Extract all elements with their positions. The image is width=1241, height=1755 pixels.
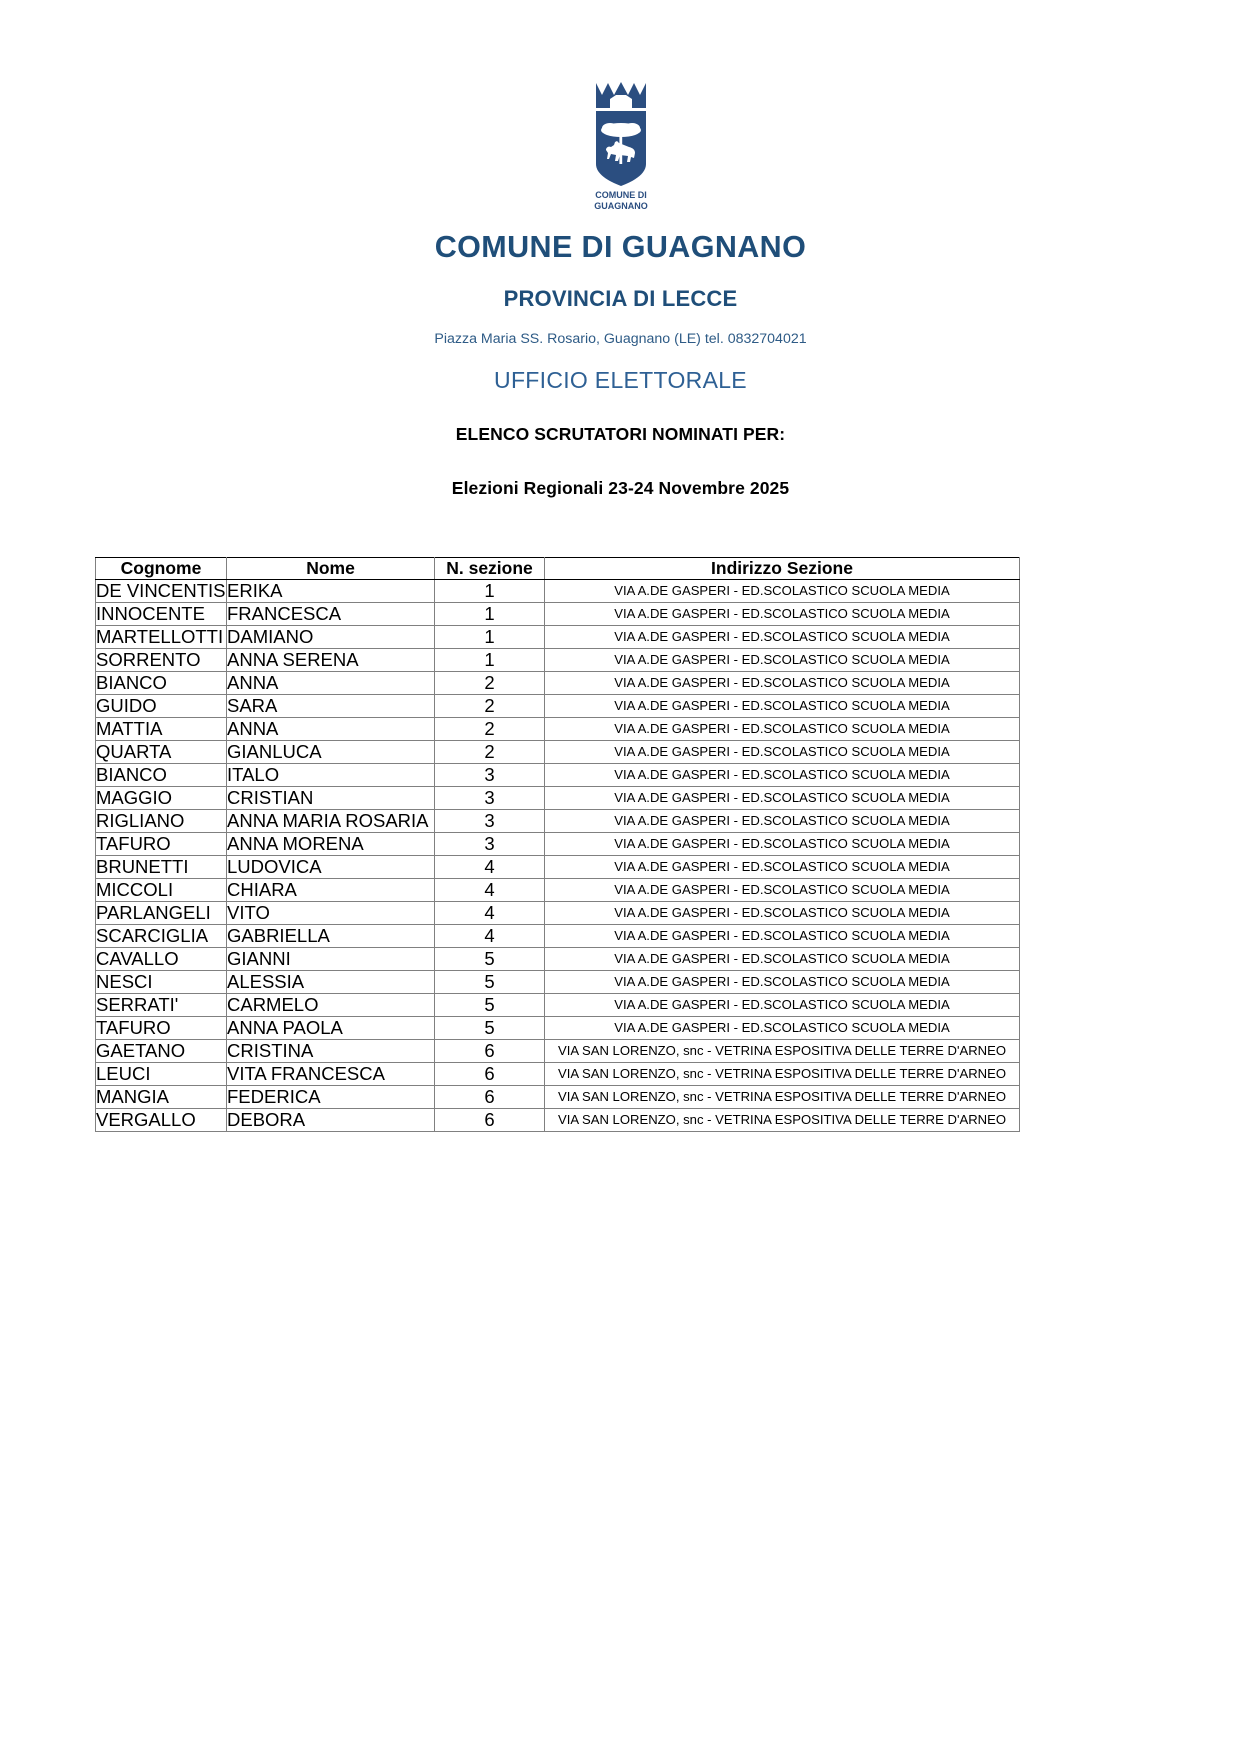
cell-section-number: 1 <box>435 579 545 602</box>
cell-section-address: VIA A.DE GASPERI - ED.SCOLASTICO SCUOLA MEDIA <box>545 717 1020 740</box>
cell-firstname: SARA <box>227 694 435 717</box>
cell-section-number: 3 <box>435 763 545 786</box>
cell-firstname: ANNA PAOLA <box>227 1016 435 1039</box>
table-header <box>96 557 1020 579</box>
cell-surname: BIANCO <box>96 671 227 694</box>
cell-section-address: VIA A.DE GASPERI - ED.SCOLASTICO SCUOLA MEDIA <box>545 763 1020 786</box>
table-row <box>96 602 1020 625</box>
cell-surname: TAFURO <box>96 1016 227 1039</box>
cell-surname: MICCOLI <box>96 878 227 901</box>
cell-section-number: 6 <box>435 1085 545 1108</box>
table-row <box>96 694 1020 717</box>
cell-firstname: LUDOVICA <box>227 855 435 878</box>
table-row <box>96 924 1020 947</box>
organization-address: Piazza Maria SS. Rosario, Guagnano (LE) tel. 0832704021 <box>434 330 807 347</box>
cell-section-address: VIA A.DE GASPERI - ED.SCOLASTICO SCUOLA MEDIA <box>545 993 1020 1016</box>
table-row <box>96 947 1020 970</box>
cell-section-number: 5 <box>435 970 545 993</box>
cell-section-address: VIA A.DE GASPERI - ED.SCOLASTICO SCUOLA MEDIA <box>545 924 1020 947</box>
cell-surname: QUARTA <box>96 740 227 763</box>
cell-firstname: DEBORA <box>227 1108 435 1131</box>
cell-section-address: VIA SAN LORENZO, snc - VETRINA ESPOSITIVA DELLE TERRE D'ARNEO <box>545 1108 1020 1131</box>
cell-section-number: 2 <box>435 717 545 740</box>
table-row <box>96 878 1020 901</box>
document-subheading: Elezioni Regionali 23-24 Novembre 2025 <box>451 477 790 498</box>
office-name: UFFICIO ELETTORALE <box>494 366 747 393</box>
cell-section-address: VIA A.DE GASPERI - ED.SCOLASTICO SCUOLA MEDIA <box>545 947 1020 970</box>
cell-section-address: VIA A.DE GASPERI - ED.SCOLASTICO SCUOLA MEDIA <box>545 832 1020 855</box>
table-row <box>96 993 1020 1016</box>
table-row <box>96 786 1020 809</box>
cell-firstname: ANNA MORENA <box>227 832 435 855</box>
table-row <box>96 1108 1020 1131</box>
cell-firstname: FRANCESCA <box>227 602 435 625</box>
table-row <box>96 1062 1020 1085</box>
cell-section-number: 1 <box>435 648 545 671</box>
cell-section-number: 6 <box>435 1039 545 1062</box>
cell-section-address: VIA A.DE GASPERI - ED.SCOLASTICO SCUOLA MEDIA <box>545 648 1020 671</box>
cell-section-address: VIA A.DE GASPERI - ED.SCOLASTICO SCUOLA MEDIA <box>545 970 1020 993</box>
cell-firstname: ITALO <box>227 763 435 786</box>
table-row <box>96 901 1020 924</box>
table-row <box>96 648 1020 671</box>
cell-section-number: 4 <box>435 855 545 878</box>
cell-section-number: 2 <box>435 740 545 763</box>
cell-section-address: VIA A.DE GASPERI - ED.SCOLASTICO SCUOLA MEDIA <box>545 671 1020 694</box>
table-row <box>96 671 1020 694</box>
cell-surname: SCARCIGLIA <box>96 924 227 947</box>
cell-section-number: 4 <box>435 878 545 901</box>
cell-firstname: CHIARA <box>227 878 435 901</box>
cell-section-number: 4 <box>435 924 545 947</box>
cell-surname: MATTIA <box>96 717 227 740</box>
table-body <box>96 579 1020 1131</box>
cell-surname: GAETANO <box>96 1039 227 1062</box>
cell-section-address: VIA A.DE GASPERI - ED.SCOLASTICO SCUOLA MEDIA <box>545 901 1020 924</box>
cell-section-address: VIA SAN LORENZO, snc - VETRINA ESPOSITIVA DELLE TERRE D'ARNEO <box>545 1039 1020 1062</box>
cell-surname: LEUCI <box>96 1062 227 1085</box>
document-header <box>0 231 1241 499</box>
cell-firstname: CARMELO <box>227 993 435 1016</box>
cell-surname: NESCI <box>96 970 227 993</box>
cell-firstname: ERIKA <box>227 579 435 602</box>
cell-firstname: VITA FRANCESCA <box>227 1062 435 1085</box>
cell-section-number: 2 <box>435 671 545 694</box>
cell-surname: MARTELLOTTI <box>96 625 227 648</box>
cell-surname: MAGGIO <box>96 786 227 809</box>
table-row <box>96 1016 1020 1039</box>
cell-firstname: ALESSIA <box>227 970 435 993</box>
logo-caption-line2: GUAGNANO <box>593 201 648 211</box>
scrutineers-table <box>95 557 1020 1132</box>
cell-surname: RIGLIANO <box>96 809 227 832</box>
cell-firstname: GABRIELLA <box>227 924 435 947</box>
cell-section-number: 6 <box>435 1062 545 1085</box>
cell-surname: DE VINCENTIS <box>96 579 226 601</box>
cell-surname: PARLANGELI <box>96 901 227 924</box>
cell-firstname: GIANNI <box>227 947 435 970</box>
cell-surname: TAFURO <box>96 832 227 855</box>
cell-section-number: 4 <box>435 901 545 924</box>
cell-section-address: VIA A.DE GASPERI - ED.SCOLASTICO SCUOLA MEDIA <box>545 625 1020 648</box>
scrutineers-table-container <box>0 557 1241 1132</box>
cell-firstname: ANNA <box>227 717 435 740</box>
cell-surname: CAVALLO <box>96 947 227 970</box>
cell-section-address: VIA A.DE GASPERI - ED.SCOLASTICO SCUOLA MEDIA <box>545 855 1020 878</box>
cell-section-number: 3 <box>435 786 545 809</box>
table-row <box>96 625 1020 648</box>
logo-caption-line1: COMUNE DI <box>594 190 647 200</box>
cell-surname: SERRATI' <box>96 993 227 1016</box>
cell-surname: MANGIA <box>96 1085 227 1108</box>
municipal-coat-of-arms <box>0 0 1241 213</box>
cell-section-address: VIA A.DE GASPERI - ED.SCOLASTICO SCUOLA MEDIA <box>545 786 1020 809</box>
cell-firstname: FEDERICA <box>227 1085 435 1108</box>
cell-section-address: VIA A.DE GASPERI - ED.SCOLASTICO SCUOLA MEDIA <box>545 694 1020 717</box>
cell-surname: GUIDO <box>96 694 227 717</box>
cell-surname: BIANCO <box>96 763 227 786</box>
table-row <box>96 717 1020 740</box>
cell-section-number: 3 <box>435 809 545 832</box>
cell-surname: VERGALLO <box>96 1108 227 1131</box>
column-header-sezione: N. sezione <box>435 557 545 579</box>
cell-section-number: 1 <box>435 625 545 648</box>
table-row <box>96 832 1020 855</box>
cell-section-number: 1 <box>435 602 545 625</box>
cell-firstname: CRISTINA <box>227 1039 435 1062</box>
table-row <box>96 740 1020 763</box>
cell-surname: SORRENTO <box>96 648 227 671</box>
crest-icon <box>576 78 666 213</box>
cell-firstname: DAMIANO <box>227 625 435 648</box>
document-heading: ELENCO SCRUTATORI NOMINATI PER: <box>455 423 786 444</box>
table-row <box>96 1085 1020 1108</box>
table-row <box>96 970 1020 993</box>
cell-section-address: VIA A.DE GASPERI - ED.SCOLASTICO SCUOLA MEDIA <box>545 579 1020 602</box>
organization-province: PROVINCIA DI LECCE <box>503 285 738 311</box>
column-header-cognome: Cognome <box>96 557 227 579</box>
cell-firstname: CRISTIAN <box>227 786 435 809</box>
table-row <box>96 763 1020 786</box>
table-row <box>96 1039 1020 1062</box>
cell-firstname: ANNA SERENA <box>227 648 435 671</box>
cell-section-number: 6 <box>435 1108 545 1131</box>
cell-firstname: ANNA <box>227 671 435 694</box>
table-row <box>96 855 1020 878</box>
cell-section-number: 5 <box>435 1016 545 1039</box>
cell-section-address: VIA A.DE GASPERI - ED.SCOLASTICO SCUOLA MEDIA <box>545 740 1020 763</box>
cell-section-address: VIA A.DE GASPERI - ED.SCOLASTICO SCUOLA MEDIA <box>545 1016 1020 1039</box>
cell-firstname: VITO <box>227 901 435 924</box>
cell-firstname: GIANLUCA <box>227 740 435 763</box>
cell-section-address: VIA SAN LORENZO, snc - VETRINA ESPOSITIVA DELLE TERRE D'ARNEO <box>545 1085 1020 1108</box>
cell-section-address: VIA A.DE GASPERI - ED.SCOLASTICO SCUOLA MEDIA <box>545 809 1020 832</box>
cell-section-address: VIA A.DE GASPERI - ED.SCOLASTICO SCUOLA MEDIA <box>545 602 1020 625</box>
cell-section-number: 5 <box>435 993 545 1016</box>
cell-section-number: 5 <box>435 947 545 970</box>
column-header-indirizzo: Indirizzo Sezione <box>545 557 1020 579</box>
cell-firstname: ANNA MARIA ROSARIA <box>227 809 435 832</box>
table-row <box>96 579 1020 602</box>
organization-title: COMUNE DI GUAGNANO <box>434 230 807 264</box>
cell-section-address: VIA A.DE GASPERI - ED.SCOLASTICO SCUOLA MEDIA <box>545 878 1020 901</box>
cell-section-address: VIA SAN LORENZO, snc - VETRINA ESPOSITIVA DELLE TERRE D'ARNEO <box>545 1062 1020 1085</box>
table-header-row <box>96 557 1020 579</box>
cell-section-number: 2 <box>435 694 545 717</box>
table-row <box>96 809 1020 832</box>
cell-surname: BRUNETTI <box>96 855 227 878</box>
column-header-nome: Nome <box>227 557 435 579</box>
cell-surname: INNOCENTE <box>96 602 227 625</box>
cell-section-number: 3 <box>435 832 545 855</box>
